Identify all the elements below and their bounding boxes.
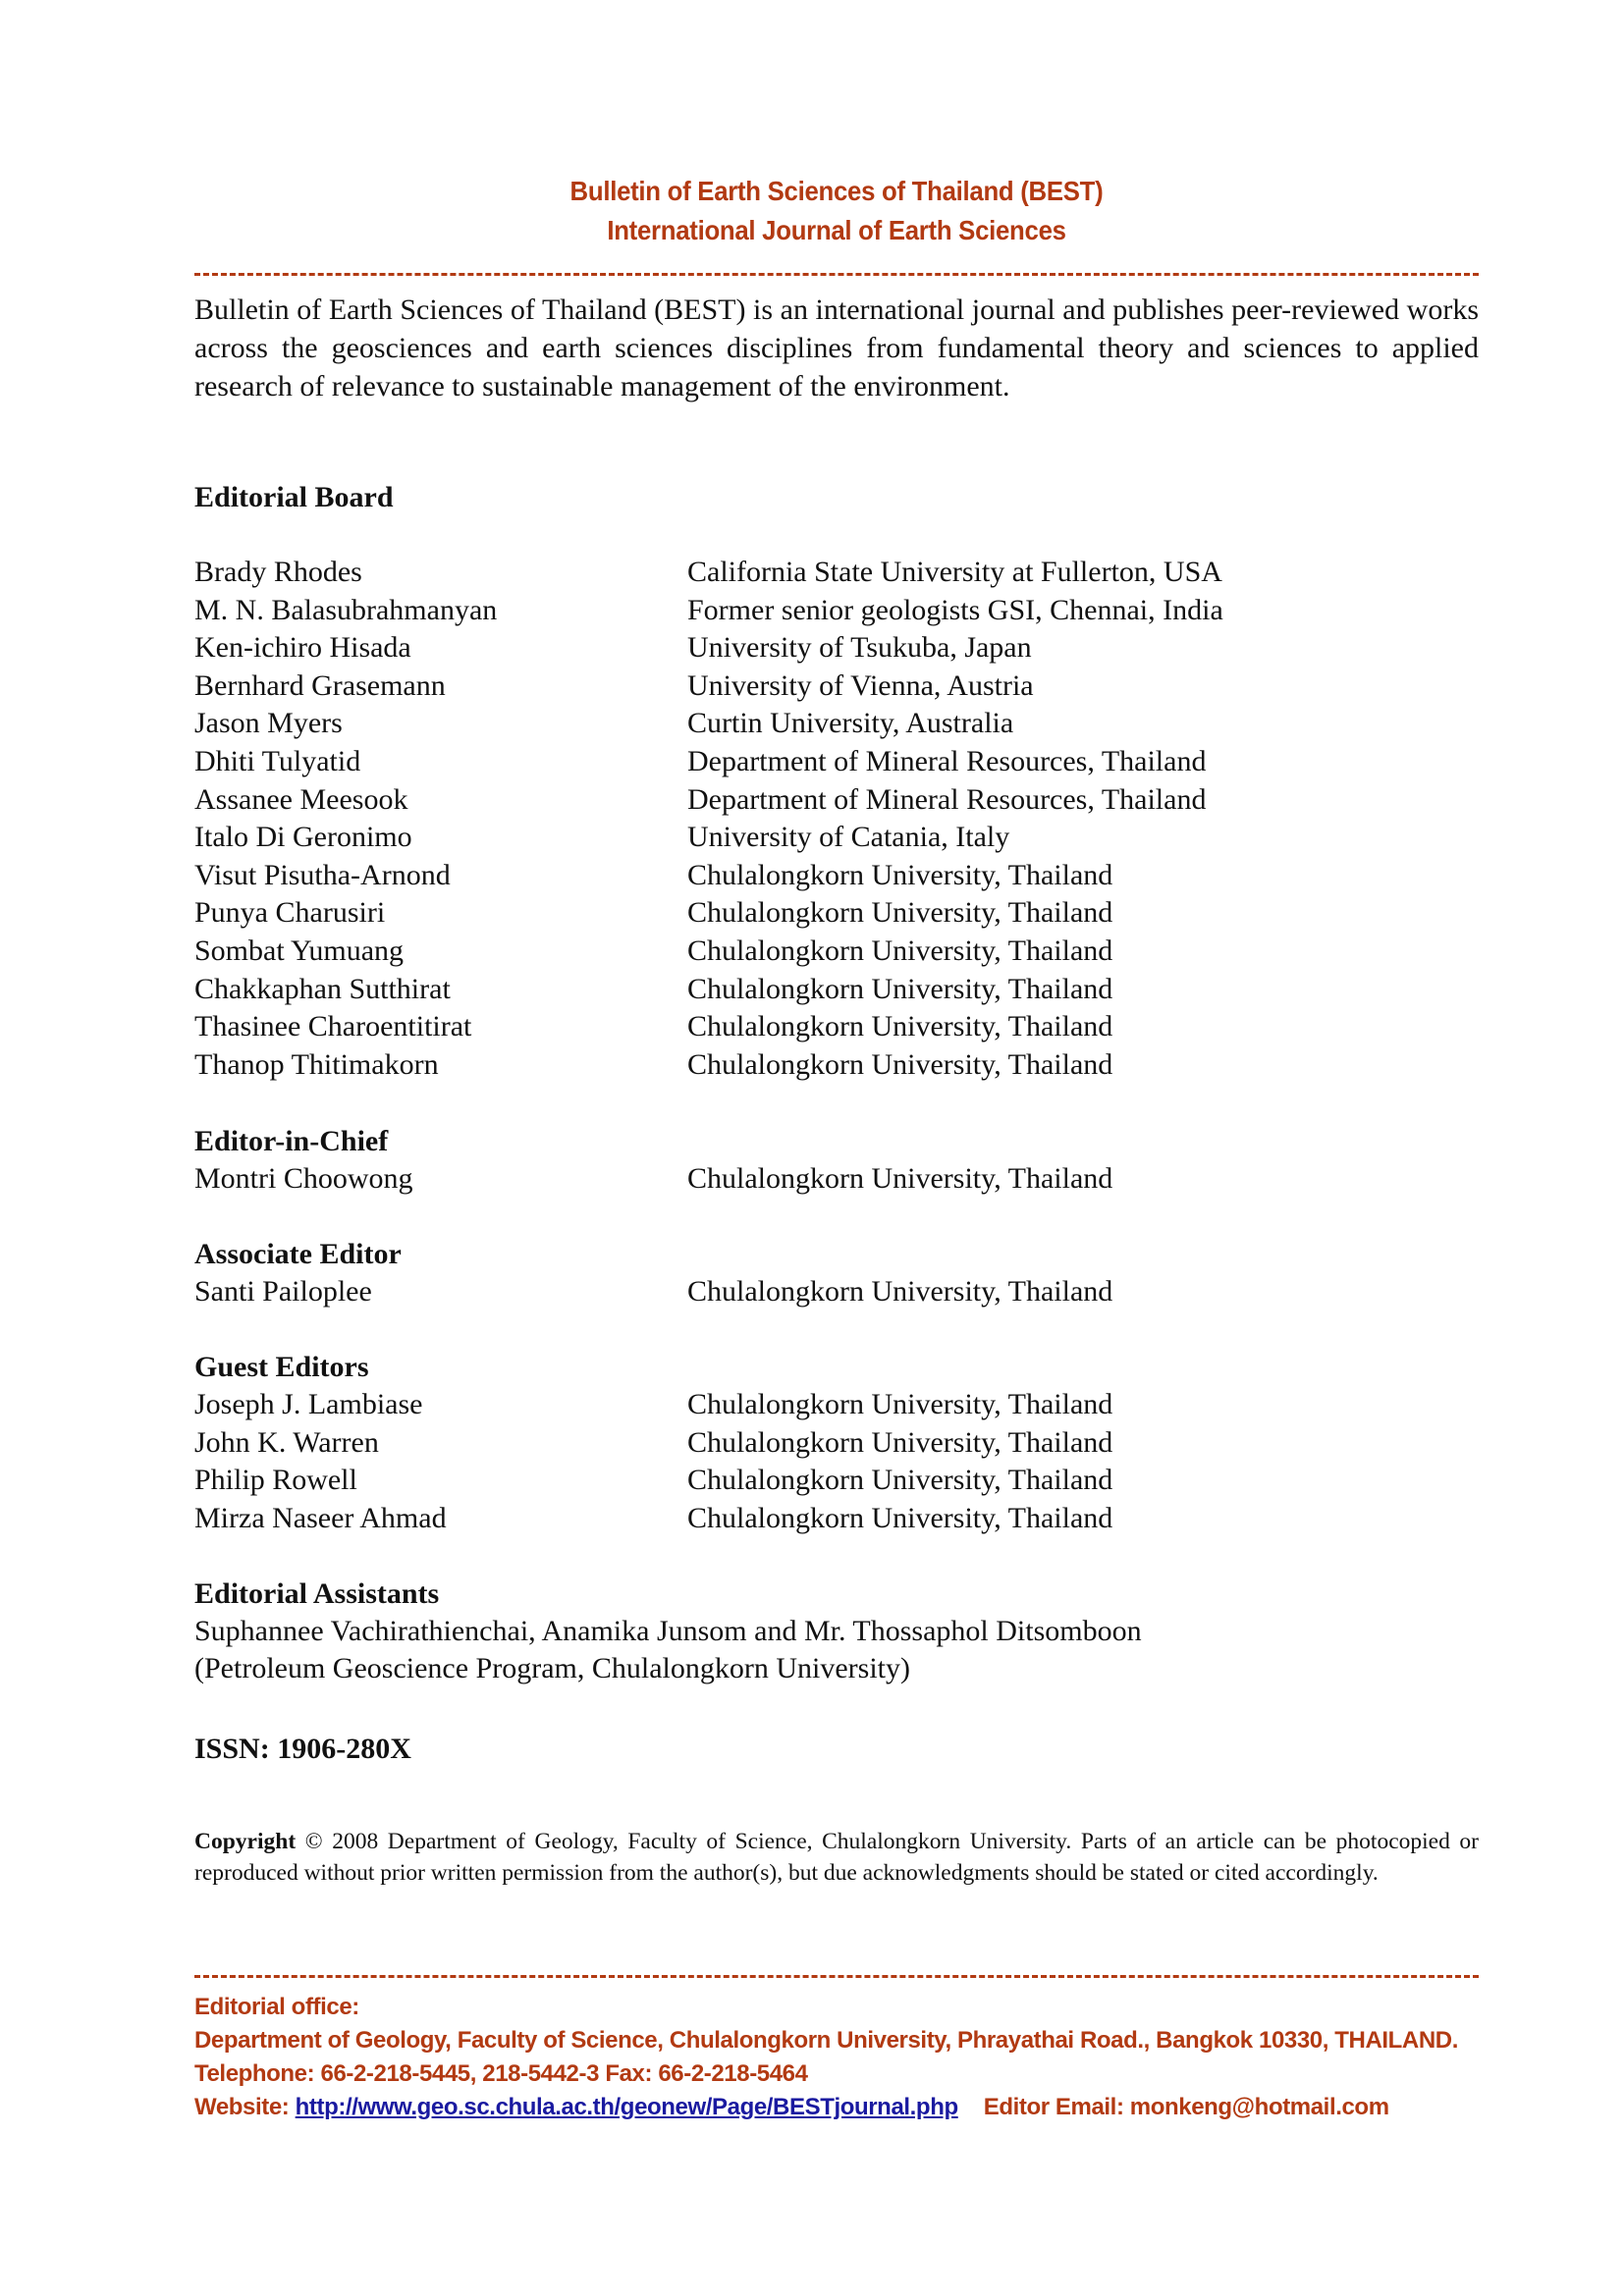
member-name: Sombat Yumuang [194, 934, 405, 967]
copyright-label: Copyright [194, 1829, 297, 1854]
member-name: Visut Pisutha-Arnond [194, 858, 451, 891]
member-name: Montri Choowong [194, 1162, 413, 1195]
member-row [194, 1386, 1479, 1424]
editorial-assistants-heading: Editorial Assistants [194, 1577, 440, 1610]
member-name: Ken-ichiro Hisada [194, 631, 411, 665]
member-name: Thasinee Charoentitirat [194, 1010, 472, 1043]
member-affiliation: Chulalongkorn University, Thailand [687, 1275, 1113, 1308]
member-row [194, 1160, 1479, 1199]
editorial-office-footer [194, 1991, 1479, 2124]
website-label: Website: [194, 2094, 296, 2120]
member-affiliation: University of Catania, Italy [687, 821, 1010, 854]
member-name: Joseph J. Lambiase [194, 1388, 423, 1420]
member-row [194, 819, 1479, 857]
editor-email: Editor Email: monkeng@hotmail.com [983, 2094, 1389, 2120]
member-row [194, 1424, 1479, 1463]
footer-divider [194, 1975, 1479, 1978]
office-telephone: Telephone: 66-2-218-5445, 218-5442-3 Fax: 66-2-218-5464 [194, 2060, 808, 2087]
member-affiliation: Curtin University, Australia [687, 707, 1014, 740]
member-row [194, 971, 1479, 1009]
member-row [194, 1046, 1479, 1085]
member-affiliation: University of Tsukuba, Japan [687, 631, 1032, 665]
member-name: John K. Warren [194, 1425, 379, 1459]
member-affiliation: Chulalongkorn University, Thailand [687, 1162, 1113, 1195]
member-row [194, 894, 1479, 933]
member-affiliation: Department of Mineral Resources, Thailand [687, 782, 1207, 816]
member-row [194, 1462, 1479, 1500]
guest-editors-list [194, 1386, 1479, 1537]
guest-editors-section [194, 1349, 1479, 1537]
website-link[interactable]: http://www.geo.sc.chula.ac.th/geonew/Page/BESTjournal.php [295, 2094, 958, 2120]
editorial-board-heading: Editorial Board [194, 481, 394, 513]
member-name: Assanee Meesook [194, 782, 408, 816]
member-affiliation: Chulalongkorn University, Thailand [687, 1425, 1113, 1459]
member-affiliation: University of Vienna, Austria [687, 668, 1034, 702]
office-address: Department of Geology, Faculty of Science, Chulalongkorn University, Phrayathai Road., Bangkok 10330, THAILAND. [194, 2027, 1458, 2054]
issn: ISSN: 1906-280X [194, 1733, 411, 1765]
member-row [194, 629, 1479, 667]
member-name: Jason Myers [194, 707, 343, 740]
member-name: Punya Charusiri [194, 896, 386, 930]
member-row [194, 933, 1479, 971]
journal-description: Bulletin of Earth Sciences of Thailand (BEST) is an international journal and publishes peer-reviewed works across the geosciences and earth sciences disciplines from fundamental theory and sciences to applied research of relevance to sustainable management of the environment. [194, 294, 1479, 402]
member-affiliation: Department of Mineral Resources, Thailand [687, 744, 1207, 777]
copyright-text: © 2008 Department of Geology, Faculty of Science, Chulalongkorn University. Parts of an article can be photocopied or reproduced without prior written permission from the author(s), but due acknowledgments should be stated or cited accordingly. [194, 1829, 1479, 1886]
associate-editor-section [194, 1236, 1479, 1311]
member-name: Dhiti Tulyatid [194, 744, 361, 777]
header-divider [194, 273, 1479, 276]
associate-editor-list [194, 1273, 1479, 1311]
member-affiliation: Chulalongkorn University, Thailand [687, 1501, 1113, 1534]
member-affiliation: Chulalongkorn University, Thailand [687, 1010, 1113, 1043]
member-row [194, 667, 1479, 706]
member-name: Italo Di Geronimo [194, 821, 412, 854]
editorial-assistants-program: (Petroleum Geoscience Program, Chulalongkorn University) [194, 1652, 910, 1684]
editorial-board-list [194, 554, 1479, 1084]
member-row [194, 1008, 1479, 1046]
editorial-office-label: Editorial office: [194, 1994, 359, 2020]
member-affiliation: Chulalongkorn University, Thailand [687, 858, 1113, 891]
member-affiliation: Chulalongkorn University, Thailand [687, 1464, 1113, 1497]
member-name: Philip Rowell [194, 1464, 357, 1497]
member-row [194, 705, 1479, 743]
member-name: Mirza Naseer Ahmad [194, 1501, 447, 1534]
editor-in-chief-section [194, 1123, 1479, 1199]
member-row [194, 781, 1479, 820]
member-row [194, 554, 1479, 592]
journal-subtitle: International Journal of Earth Sciences [607, 215, 1066, 245]
guest-editors-heading: Guest Editors [194, 1351, 369, 1383]
member-affiliation: Chulalongkorn University, Thailand [687, 896, 1113, 930]
journal-title-block [194, 172, 1479, 250]
member-row [194, 743, 1479, 781]
member-name: Brady Rhodes [194, 556, 362, 588]
member-affiliation: Chulalongkorn University, Thailand [687, 972, 1113, 1005]
copyright-notice [194, 1826, 1479, 1889]
member-affiliation: California State University at Fullerton, USA [687, 556, 1222, 588]
member-name: M. N. Balasubrahmanyan [194, 593, 498, 626]
member-row [194, 1500, 1479, 1538]
member-row [194, 857, 1479, 895]
member-name: Chakkaphan Sutthirat [194, 972, 451, 1005]
member-affiliation: Chulalongkorn University, Thailand [687, 934, 1113, 967]
member-affiliation: Former senior geologists GSI, Chennai, India [687, 593, 1223, 626]
editor-in-chief-list [194, 1160, 1479, 1199]
associate-editor-heading: Associate Editor [194, 1238, 402, 1270]
editorial-assistants-section [194, 1575, 1479, 1687]
editorial-board-section [194, 479, 1479, 1084]
member-row [194, 1273, 1479, 1311]
member-affiliation: Chulalongkorn University, Thailand [687, 1047, 1113, 1081]
member-row [194, 592, 1479, 630]
member-name: Santi Pailoplee [194, 1275, 372, 1308]
member-affiliation: Chulalongkorn University, Thailand [687, 1388, 1113, 1420]
editorial-assistants-names: Suphannee Vachirathienchai, Anamika Junsom and Mr. Thossaphol Ditsomboon [194, 1615, 1142, 1647]
member-name: Thanop Thitimakorn [194, 1047, 439, 1081]
member-name: Bernhard Grasemann [194, 668, 446, 702]
office-web-email [194, 2091, 1479, 2124]
journal-title: Bulletin of Earth Sciences of Thailand (BEST) [569, 176, 1104, 206]
editor-in-chief-heading: Editor-in-Chief [194, 1125, 389, 1157]
